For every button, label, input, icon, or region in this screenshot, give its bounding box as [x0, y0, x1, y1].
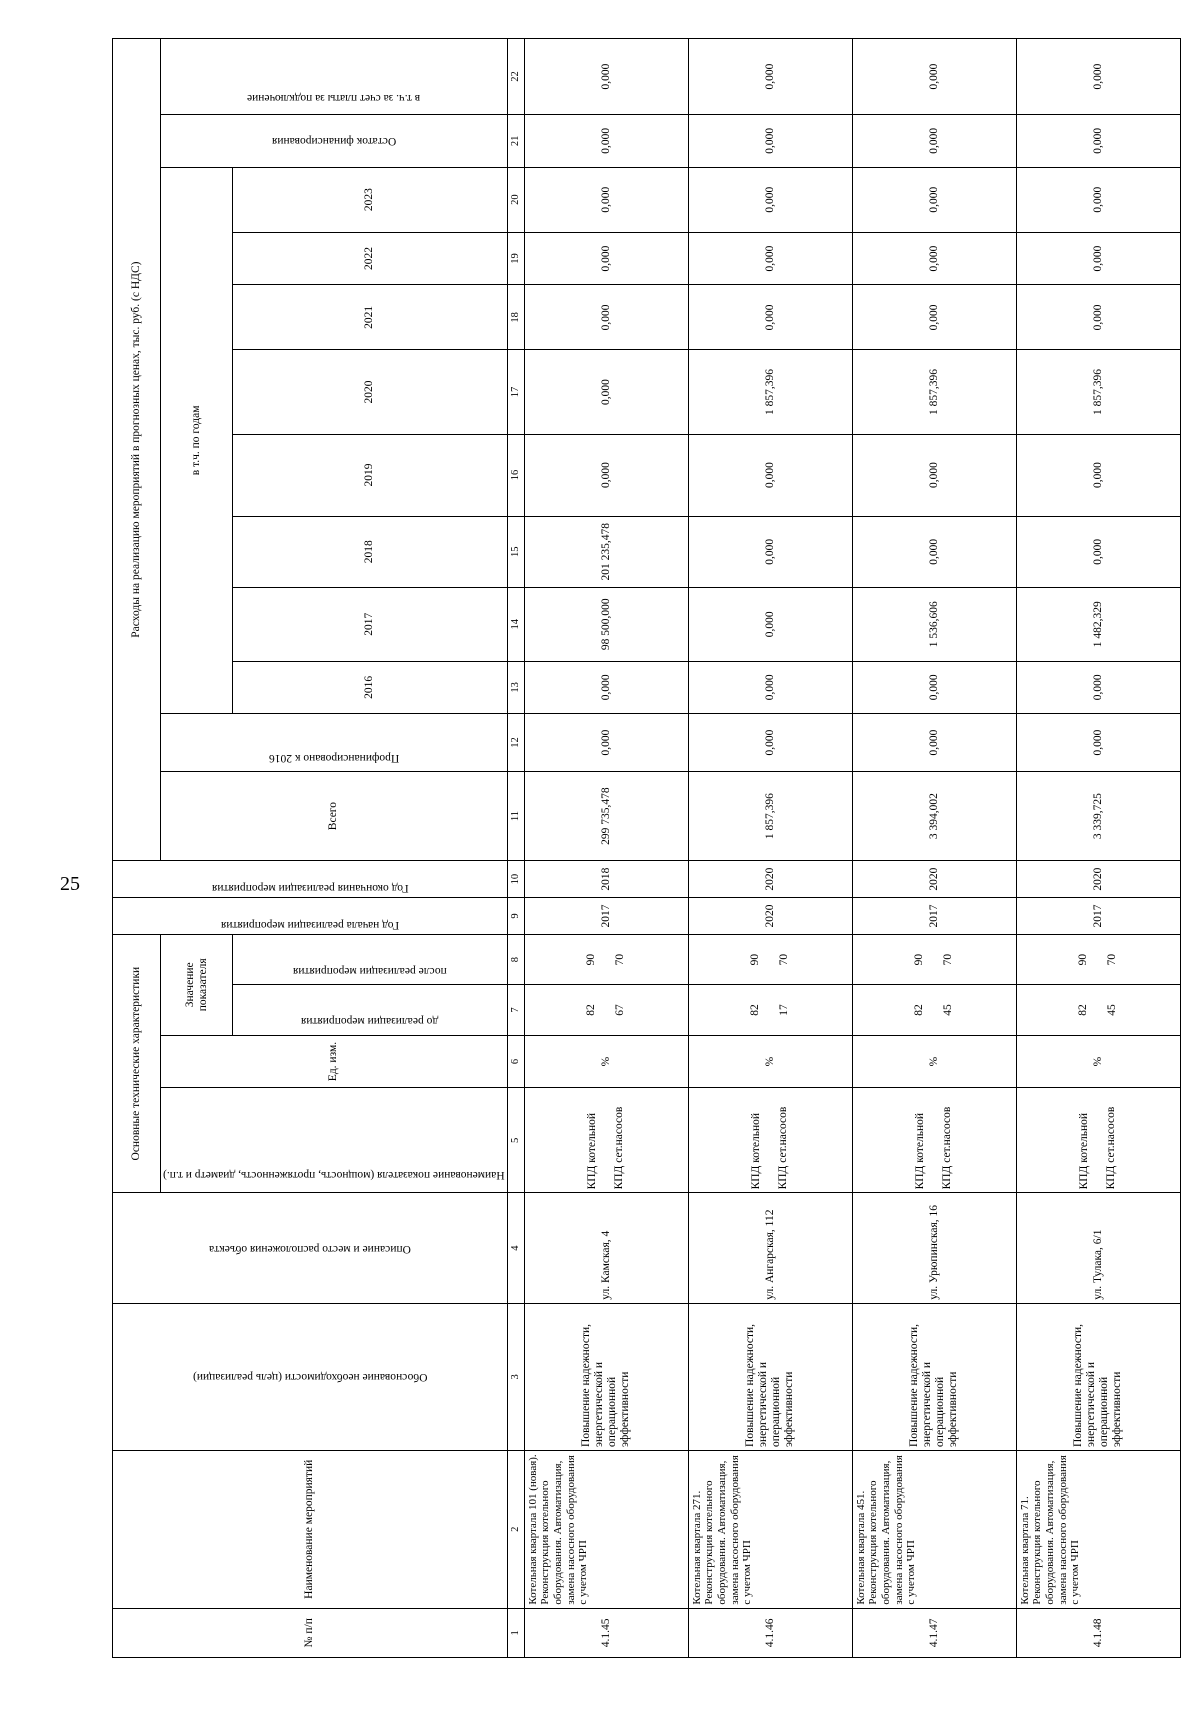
row-y2016: 0,000: [524, 661, 688, 714]
column-number: 4: [507, 1193, 524, 1303]
header-year: 2020: [233, 350, 507, 434]
row-num: 4.1.48: [1016, 1608, 1180, 1657]
row-name: Котельная квартала 71. Реконструкция котельного оборудования. Автоматизация, замена насосного оборудования с учетом ЧРП: [1016, 1450, 1180, 1608]
column-number: 20: [507, 167, 524, 232]
row-y2021: 0,000: [1016, 285, 1180, 350]
row-after: [852, 934, 1016, 984]
after-value-2: 70: [942, 953, 955, 966]
indicator-boiler-efficiency: КПД котельной: [913, 1112, 926, 1190]
row-name: Котельная квартала 271. Реконструкция котельного оборудования. Автоматизация, замена насосного оборудования с учетом ЧРП: [688, 1450, 852, 1608]
after-value-2: 70: [614, 953, 627, 966]
row-start-year: 2017: [1016, 898, 1180, 935]
indicator-pump-efficiency: КПД сет.насосов: [1105, 1106, 1118, 1190]
column-number: 16: [507, 434, 524, 516]
row-financed: 0,000: [688, 714, 852, 772]
row-indicators: [688, 1088, 852, 1193]
before-value-2: 45: [1106, 1004, 1119, 1016]
header-year: 2017: [233, 588, 507, 662]
column-number: 10: [507, 861, 524, 898]
row-y2020: 1 857,396: [852, 350, 1016, 434]
row-remaining: 0,000: [1016, 115, 1180, 168]
column-number: 3: [507, 1303, 524, 1450]
row-start-year: 2017: [524, 898, 688, 935]
header-after: после реализации мероприятия: [233, 934, 507, 984]
row-total: 3 339,725: [1016, 771, 1180, 860]
row-name: Котельная квартала 101 (новая). Реконструкция котельного оборудования. Автоматизация, замена насосного оборудования с учетом ЧРП: [524, 1450, 688, 1608]
row-y2022: 0,000: [524, 232, 688, 285]
header-remaining: Остаток финансирования: [161, 115, 508, 168]
row-unit: %: [524, 1035, 688, 1088]
header-year: 2018: [233, 516, 507, 587]
row-y2018: 0,000: [1016, 516, 1180, 587]
column-number: 17: [507, 350, 524, 434]
indicator-boiler-efficiency: КПД котельной: [585, 1112, 598, 1190]
column-number: 9: [507, 898, 524, 935]
header-name: Наименование мероприятий: [113, 1450, 508, 1608]
row-y2017: 1 536,606: [852, 588, 1016, 662]
row-end-year: 2020: [1016, 861, 1180, 898]
row-connection-fee: 0,000: [852, 39, 1016, 115]
row-y2022: 0,000: [852, 232, 1016, 285]
row-unit: %: [1016, 1035, 1180, 1088]
row-y2021: 0,000: [524, 285, 688, 350]
before-value-1: 82: [584, 1004, 597, 1016]
header-value-group: Значение показателя: [161, 934, 233, 1035]
row-justification: Повышение надежности, энергетической и операционной эффективности: [524, 1303, 688, 1450]
row-end-year: 2018: [524, 861, 688, 898]
after-value-2: 70: [1106, 953, 1119, 966]
row-financed: 0,000: [852, 714, 1016, 772]
row-indicators: [524, 1088, 688, 1193]
column-number: 5: [507, 1088, 524, 1193]
header-end-year: Год окончания реализации мероприятия: [113, 861, 508, 898]
column-number: 15: [507, 516, 524, 587]
column-number: 13: [507, 661, 524, 714]
before-value-2: 17: [778, 1004, 791, 1016]
header-financed: Профинансировано к 2016: [161, 714, 508, 772]
row-location: ул. Камская, 4: [524, 1193, 688, 1303]
row-total: 3 394,002: [852, 771, 1016, 860]
row-connection-fee: 0,000: [688, 39, 852, 115]
row-num: 4.1.46: [688, 1608, 852, 1657]
before-value-1: 82: [912, 1004, 925, 1016]
row-location: ул. Урюпинская, 16: [852, 1193, 1016, 1303]
row-before: [852, 985, 1016, 1035]
indicator-pump-efficiency: КПД сет.насосов: [613, 1106, 626, 1190]
page-number: 25: [60, 873, 80, 895]
column-number: 8: [507, 934, 524, 984]
row-start-year: 2017: [852, 898, 1016, 935]
row-justification: Повышение надежности, энергетической и операционной эффективности: [688, 1303, 852, 1450]
header-year: 2022: [233, 232, 507, 285]
row-y2016: 0,000: [1016, 661, 1180, 714]
row-financed: 0,000: [1016, 714, 1180, 772]
indicator-boiler-efficiency: КПД котельной: [749, 1112, 762, 1190]
row-end-year: 2020: [688, 861, 852, 898]
row-num: 4.1.45: [524, 1608, 688, 1657]
row-financed: 0,000: [524, 714, 688, 772]
row-unit: %: [852, 1035, 1016, 1088]
row-end-year: 2020: [852, 861, 1016, 898]
column-number: 7: [507, 985, 524, 1035]
table-row: [852, 39, 1016, 1658]
before-value-1: 82: [748, 1004, 761, 1016]
row-connection-fee: 0,000: [1016, 39, 1180, 115]
after-value-1: 90: [1076, 953, 1089, 966]
row-y2019: 0,000: [852, 434, 1016, 516]
row-y2017: 1 482,329: [1016, 588, 1180, 662]
row-y2017: 98 500,000: [524, 588, 688, 662]
row-y2019: 0,000: [524, 434, 688, 516]
before-value-2: 67: [614, 1004, 627, 1016]
table-row: [524, 39, 688, 1658]
row-y2023: 0,000: [524, 167, 688, 232]
row-y2023: 0,000: [1016, 167, 1180, 232]
header-indicator-name: Наименование показателя (мощность, протяженность, диаметр и т.п.): [161, 1088, 508, 1193]
header-justification: Обоснование необходимости (цель реализации): [113, 1303, 508, 1450]
row-indicators: [852, 1088, 1016, 1193]
column-number: 12: [507, 714, 524, 772]
row-remaining: 0,000: [852, 115, 1016, 168]
row-remaining: 0,000: [524, 115, 688, 168]
row-y2022: 0,000: [1016, 232, 1180, 285]
header-location: Описание и место расположения объекта: [113, 1193, 508, 1303]
row-connection-fee: 0,000: [524, 39, 688, 115]
row-y2016: 0,000: [688, 661, 852, 714]
column-number: 2: [507, 1450, 524, 1608]
row-y2021: 0,000: [852, 285, 1016, 350]
row-total: 1 857,396: [688, 771, 852, 860]
row-y2023: 0,000: [688, 167, 852, 232]
row-remaining: 0,000: [688, 115, 852, 168]
row-before: [688, 985, 852, 1035]
row-y2022: 0,000: [688, 232, 852, 285]
header-by-years: в т.ч. по годам: [161, 167, 233, 714]
column-number: 6: [507, 1035, 524, 1088]
row-y2017: 0,000: [688, 588, 852, 662]
after-value-2: 70: [778, 953, 791, 966]
row-y2021: 0,000: [688, 285, 852, 350]
table-frame: [112, 38, 1124, 1658]
row-num: 4.1.47: [852, 1608, 1016, 1657]
column-number: 14: [507, 588, 524, 662]
row-location: ул. Ангарская, 112: [688, 1193, 852, 1303]
header-year: 2021: [233, 285, 507, 350]
table-row: [1016, 39, 1180, 1658]
row-before: [524, 985, 688, 1035]
row-after: [1016, 934, 1180, 984]
header-year: 2019: [233, 434, 507, 516]
row-before: [1016, 985, 1180, 1035]
after-value-1: 90: [584, 953, 597, 966]
row-y2020: 1 857,396: [688, 350, 852, 434]
row-y2020: 0,000: [524, 350, 688, 434]
header-unit: Ед. изм.: [161, 1035, 508, 1088]
header-year: 2016: [233, 661, 507, 714]
row-y2023: 0,000: [852, 167, 1016, 232]
row-location: ул. Тулака, 6/1: [1016, 1193, 1180, 1303]
header-num: № п/п: [113, 1608, 508, 1657]
header-before: до реализации мероприятия: [233, 985, 507, 1035]
row-y2019: 0,000: [688, 434, 852, 516]
indicator-boiler-efficiency: КПД котельной: [1077, 1112, 1090, 1190]
row-justification: Повышение надежности, энергетической и операционной эффективности: [852, 1303, 1016, 1450]
row-y2018: 0,000: [852, 516, 1016, 587]
row-y2016: 0,000: [852, 661, 1016, 714]
row-after: [524, 934, 688, 984]
column-number: 1: [507, 1608, 524, 1657]
header-tech-group: Основные технические характеристики: [113, 934, 161, 1193]
before-value-1: 82: [1076, 1004, 1089, 1016]
after-value-1: 90: [748, 953, 761, 966]
column-number: 19: [507, 232, 524, 285]
investment-program-table: [112, 38, 1181, 1658]
column-number: 21: [507, 115, 524, 168]
row-name: Котельная квартала 451. Реконструкция котельного оборудования. Автоматизация, замена насосного оборудования с учетом ЧРП: [852, 1450, 1016, 1608]
header-costs-group: Расходы на реализацию мероприятий в прогнозных ценах, тыс. руб. (с НДС): [113, 39, 161, 861]
column-number: 18: [507, 285, 524, 350]
column-number-row: [507, 39, 524, 1658]
header-start-year: Год начала реализации мероприятия: [113, 898, 508, 935]
header-total: Всего: [161, 771, 508, 860]
row-total: 299 735,478: [524, 771, 688, 860]
row-after: [688, 934, 852, 984]
row-y2018: 201 235,478: [524, 516, 688, 587]
indicator-pump-efficiency: КПД сет.насосов: [941, 1106, 954, 1190]
column-number: 22: [507, 39, 524, 115]
row-y2019: 0,000: [1016, 434, 1180, 516]
table-row: [688, 39, 852, 1658]
row-y2020: 1 857,396: [1016, 350, 1180, 434]
row-justification: Повышение надежности, энергетической и операционной эффективности: [1016, 1303, 1180, 1450]
after-value-1: 90: [912, 953, 925, 966]
column-number: 11: [507, 771, 524, 860]
before-value-2: 45: [942, 1004, 955, 1016]
header-year: 2023: [233, 167, 507, 232]
row-unit: %: [688, 1035, 852, 1088]
row-indicators: [1016, 1088, 1180, 1193]
row-y2018: 0,000: [688, 516, 852, 587]
indicator-pump-efficiency: КПД сет.насосов: [777, 1106, 790, 1190]
row-start-year: 2020: [688, 898, 852, 935]
header-connection-fee: в т.ч. за счет платы за подключение: [161, 39, 508, 115]
